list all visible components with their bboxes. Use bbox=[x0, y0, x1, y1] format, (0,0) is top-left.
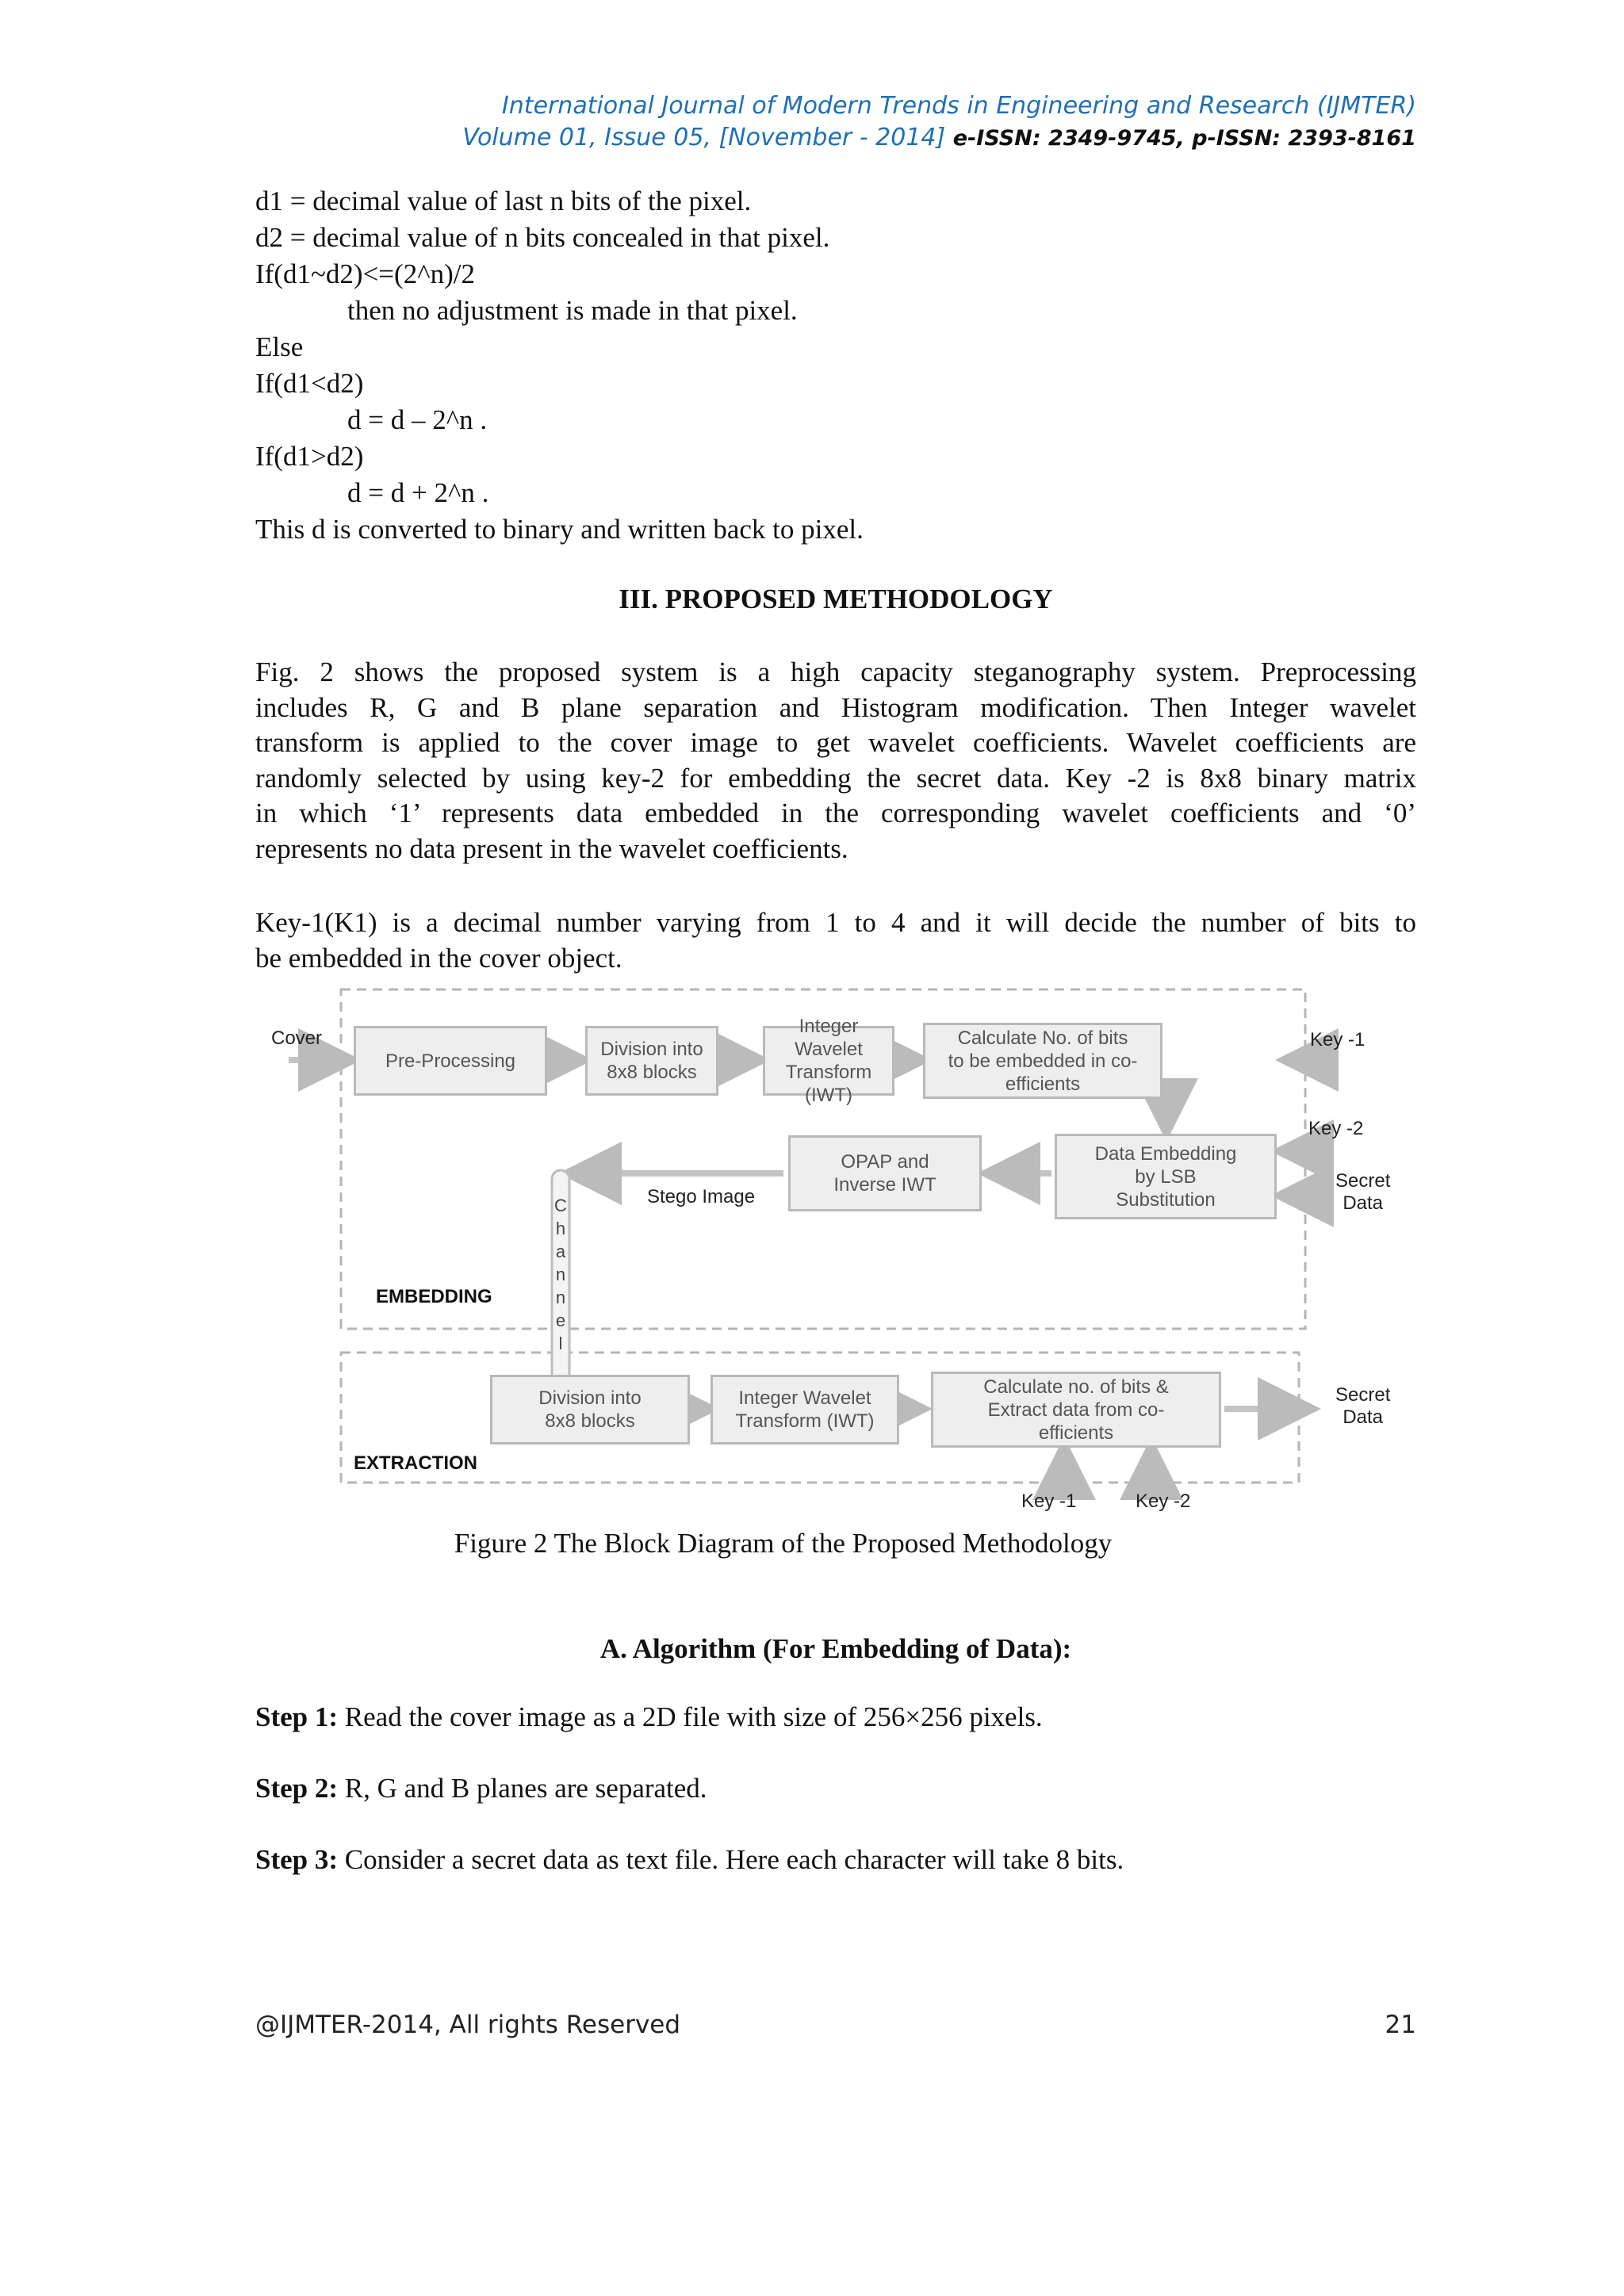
embedding-label: EMBEDDING bbox=[376, 1286, 492, 1307]
step-text: Consider a secret data as text file. Here each character will take 8 bits. bbox=[338, 1844, 1124, 1875]
block-diagram bbox=[255, 983, 1416, 1522]
paragraph-line: randomly selected by using key-2 for embedding the secret data. Key -2 is 8x8 binary matrix bbox=[255, 762, 1416, 794]
channel-letter: l bbox=[558, 1334, 563, 1353]
figure-caption: Figure 2 The Block Diagram of the Proposed Methodology bbox=[454, 1528, 1113, 1559]
key2-top-label: Key -2 bbox=[1308, 1118, 1364, 1139]
key1-bottom-label: Key -1 bbox=[1021, 1490, 1077, 1512]
step-label: Step 2: bbox=[255, 1773, 339, 1804]
channel-letter: e bbox=[555, 1311, 566, 1330]
paragraph-line: transform is applied to the cover image to get wavelet coefficients. Wavelet coefficients are bbox=[255, 727, 1416, 758]
extraction-label: EXTRACTION bbox=[354, 1452, 477, 1474]
channel-letter: n bbox=[555, 1265, 566, 1284]
iwt-box-extraction: Integer Wavelet Transform (IWT) bbox=[710, 1375, 899, 1445]
data-embedding-box: Data Embedding by LSB Substitution bbox=[1055, 1134, 1277, 1219]
algo-line: If(d1>d2) bbox=[255, 441, 364, 472]
paragraph-line: represents no data present in the wavelet coefficients. bbox=[255, 832, 848, 864]
cover-label: Cover bbox=[271, 1027, 323, 1049]
step-2 bbox=[255, 1773, 707, 1804]
journal-volume: Volume 01, Issue 05, [November - 2014] bbox=[462, 124, 946, 151]
algo-line: then no adjustment is made in that pixel. bbox=[347, 295, 798, 326]
iwt-box-embedding: Integer Wavelet Transform (IWT) bbox=[763, 1026, 894, 1096]
channel-letter: a bbox=[555, 1242, 566, 1261]
secret-data-in-label: Secret Data bbox=[1335, 1170, 1391, 1214]
step-1 bbox=[255, 1701, 1043, 1733]
calculate-bits-box: Calculate No. of bits to be embedded in co- efficients bbox=[923, 1023, 1162, 1099]
division-box-extraction: Division into 8x8 blocks bbox=[490, 1375, 690, 1445]
algo-line: If(d1~d2)<=(2^n)/2 bbox=[255, 258, 475, 289]
algo-line: d2 = decimal value of n bits concealed in that pixel. bbox=[255, 222, 830, 253]
step-text: R, G and B planes are separated. bbox=[338, 1773, 707, 1804]
channel-letter: h bbox=[555, 1219, 566, 1238]
step-3 bbox=[255, 1844, 1124, 1876]
stego-image-label: Stego Image bbox=[647, 1186, 756, 1207]
paragraph-1 bbox=[255, 655, 1416, 867]
algo-line: This d is converted to binary and written back to pixel. bbox=[255, 514, 864, 545]
algo-line: If(d1<d2) bbox=[255, 368, 364, 399]
algo-line: d1 = decimal value of last n bits of the pixel. bbox=[255, 186, 752, 216]
paragraph-line: be embedded in the cover object. bbox=[255, 942, 622, 974]
step-label: Step 3: bbox=[255, 1844, 339, 1875]
section-heading: III. PROPOSED METHODOLOGY bbox=[619, 584, 1053, 614]
algo-line: d = d – 2^n . bbox=[347, 404, 488, 435]
preprocessing-box: Pre-Processing bbox=[354, 1026, 547, 1096]
algo-line: Else bbox=[255, 331, 304, 362]
step-text: Read the cover image as a 2D file with size of 256×256 pixels. bbox=[338, 1701, 1043, 1732]
paragraph-line: in which ‘1’ represents data embedded in the corresponding wavelet coefficients and ‘0’ bbox=[255, 798, 1416, 828]
page-number: 21 bbox=[1385, 2011, 1416, 2039]
calculate-extract-box: Calculate no. of bits & Extract data from co- efficients bbox=[931, 1372, 1221, 1448]
key2-bottom-label: Key -2 bbox=[1136, 1490, 1191, 1512]
channel-letter: n bbox=[555, 1288, 566, 1307]
paragraph-2 bbox=[255, 905, 1416, 976]
journal-volume-line bbox=[462, 124, 1416, 151]
journal-issn: e-ISSN: 2349-9745, p-ISSN: 2393-8161 bbox=[952, 126, 1416, 151]
footer-copyright: @IJMTER-2014, All rights Reserved bbox=[255, 2011, 681, 2039]
journal-title: International Journal of Modern Trends in Engineering and Research (IJMTER) bbox=[501, 92, 1416, 120]
key1-top-label: Key -1 bbox=[1310, 1029, 1365, 1050]
secret-data-out-label: Secret Data bbox=[1335, 1384, 1391, 1428]
paragraph-line: Fig. 2 shows the proposed system is a high capacity steganography system. Preprocessing bbox=[255, 656, 1416, 687]
paragraph-line: Key-1(K1) is a decimal number varying from 1 to 4 and it will decide the number of bits to bbox=[255, 907, 1416, 938]
algorithm-subheading: A. Algorithm (For Embedding of Data): bbox=[599, 1633, 1072, 1664]
paragraph-line: includes R, G and B plane separation and Histogram modification. Then Integer wavelet bbox=[255, 691, 1416, 723]
algo-line: d = d + 2^n . bbox=[347, 477, 489, 508]
division-box-embedding: Division into 8x8 blocks bbox=[585, 1026, 718, 1096]
opap-box: OPAP and Inverse IWT bbox=[788, 1135, 982, 1211]
channel-letter: C bbox=[554, 1196, 567, 1215]
step-label: Step 1: bbox=[255, 1701, 339, 1732]
